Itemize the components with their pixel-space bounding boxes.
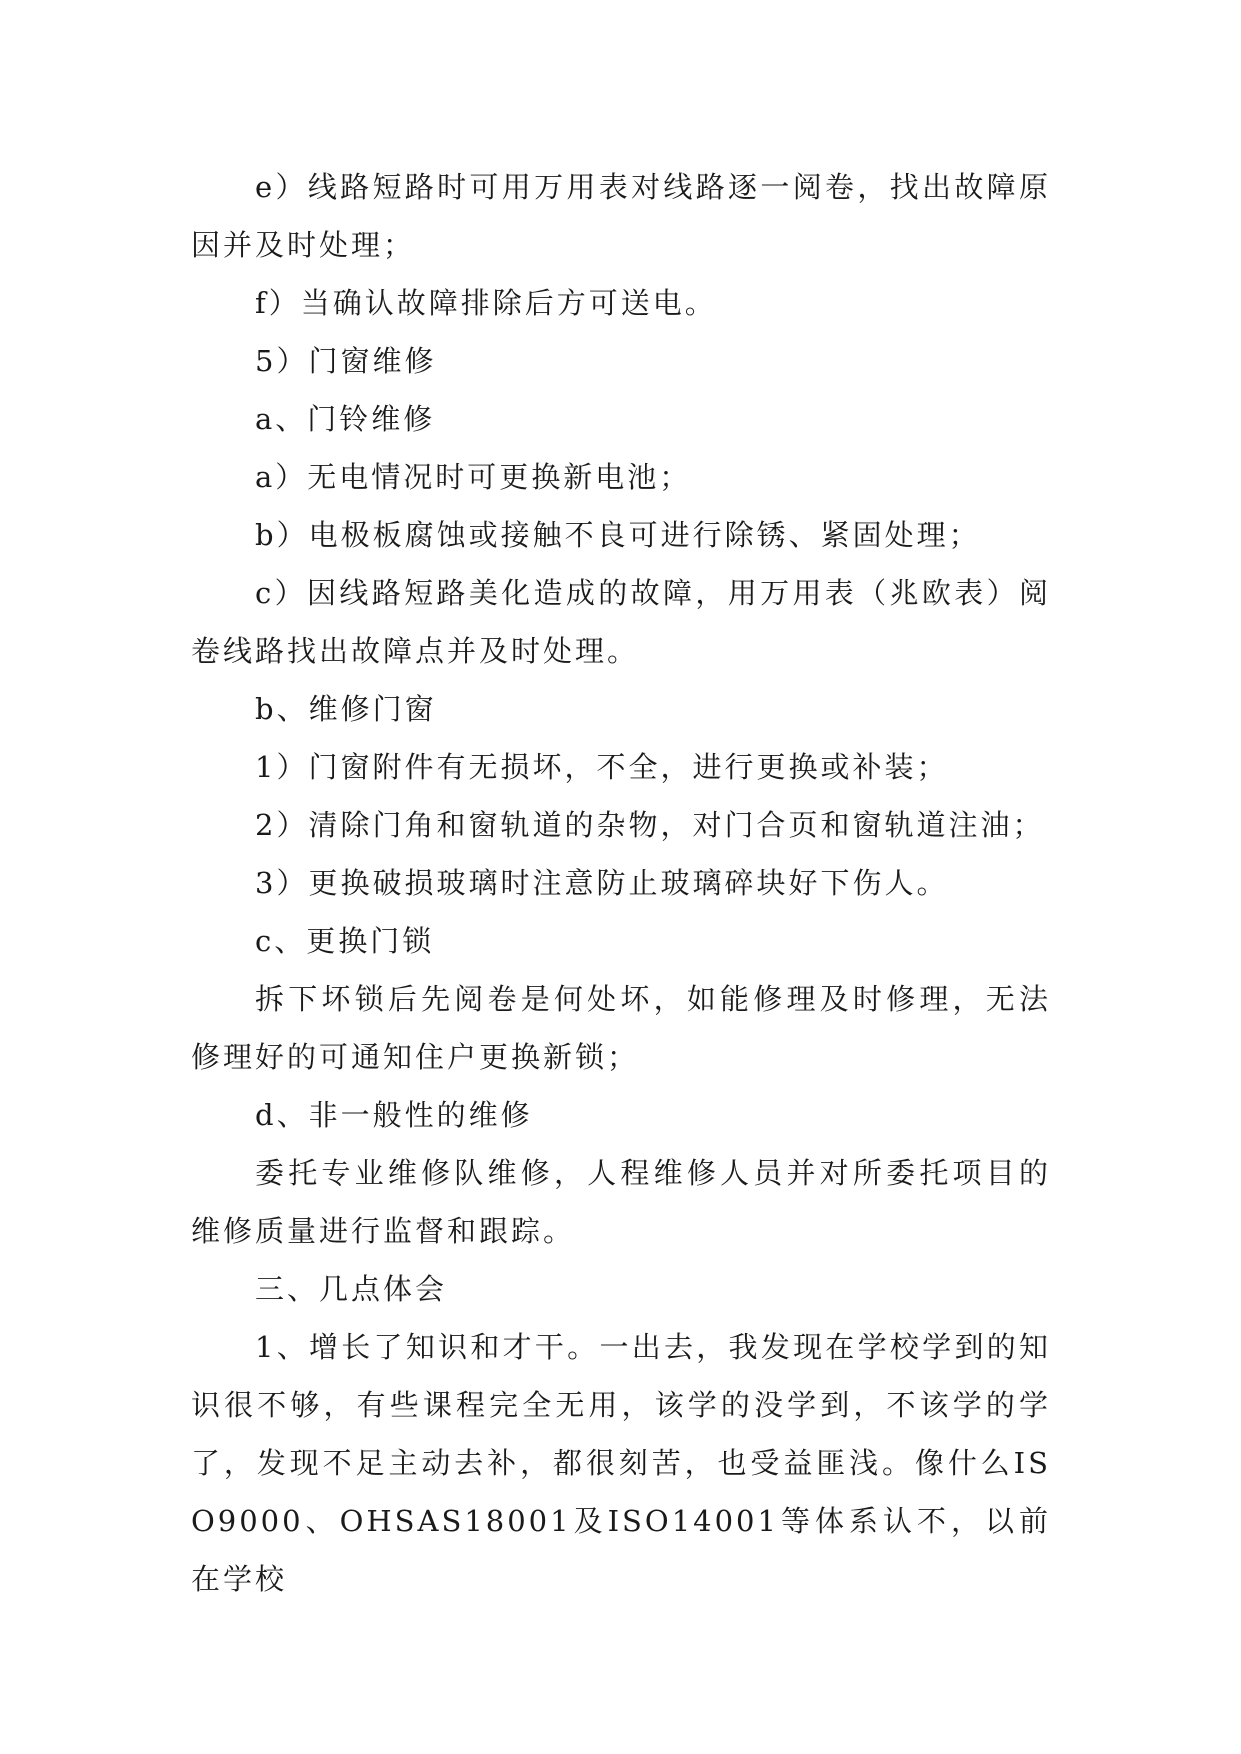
heading-replace-lock: c、更换门锁 xyxy=(255,924,435,958)
paragraph-doorbell-electrode: b）电极板腐蚀或接触不良可进行除锈、紧固处理； xyxy=(255,518,981,552)
heading-doorbell-repair: a、门铃维修 xyxy=(255,402,436,436)
heading-door-window-repair: 5）门窗维修 xyxy=(255,344,437,378)
paragraph-f-power-restore: f）当确认故障排除后方可送电。 xyxy=(255,286,717,320)
heading-repair-doors-windows: b、维修门窗 xyxy=(255,692,437,726)
paragraph-doorbell-battery: a）无电情况时可更换新电池； xyxy=(255,460,692,494)
paragraph-knowledge-growth: 1、增长了知识和才干。一出去，我发现在学校学到的知识很不够，有些课程完全无用，该学的没学到，不该学的学了，发现不足主动去补，都很刻苦，也受益匪浅。像什么ISO9000、OHSAS18001及ISO14001等体系认不，以前在学校 xyxy=(191,1330,1051,1596)
heading-reflections: 三、几点体会 xyxy=(255,1272,448,1306)
body-text xyxy=(191,158,1051,1608)
paragraph-lock-repair: 拆下坏锁后先阅卷是何处坏，如能修理及时修理，无法修理好的可通知住户更换新锁； xyxy=(191,982,1051,1074)
paragraph-e-short-circuit: e）线路短路时可用万用表对线路逐一阅卷，找出故障原因并及时处理； xyxy=(191,170,1051,262)
paragraph-doorbell-circuit: c）因线路短路美化造成的故障，用万用表（兆欧表）阅卷线路找出故障点并及时处理。 xyxy=(191,576,1051,668)
paragraph-fittings: 1）门窗附件有无损坏，不全，进行更换或补装； xyxy=(255,750,949,784)
paragraph-outsourced-repair: 委托专业维修队维修，人程维修人员并对所委托项目的维修质量进行监督和跟踪。 xyxy=(191,1156,1051,1248)
heading-non-general-repair: d、非一般性的维修 xyxy=(255,1098,533,1132)
paragraph-rails-oil: 2）清除门角和窗轨道的杂物，对门合页和窗轨道注油； xyxy=(255,808,1045,842)
paragraph-glass-replace: 3）更换破损玻璃时注意防止玻璃碎块好下伤人。 xyxy=(255,866,949,900)
